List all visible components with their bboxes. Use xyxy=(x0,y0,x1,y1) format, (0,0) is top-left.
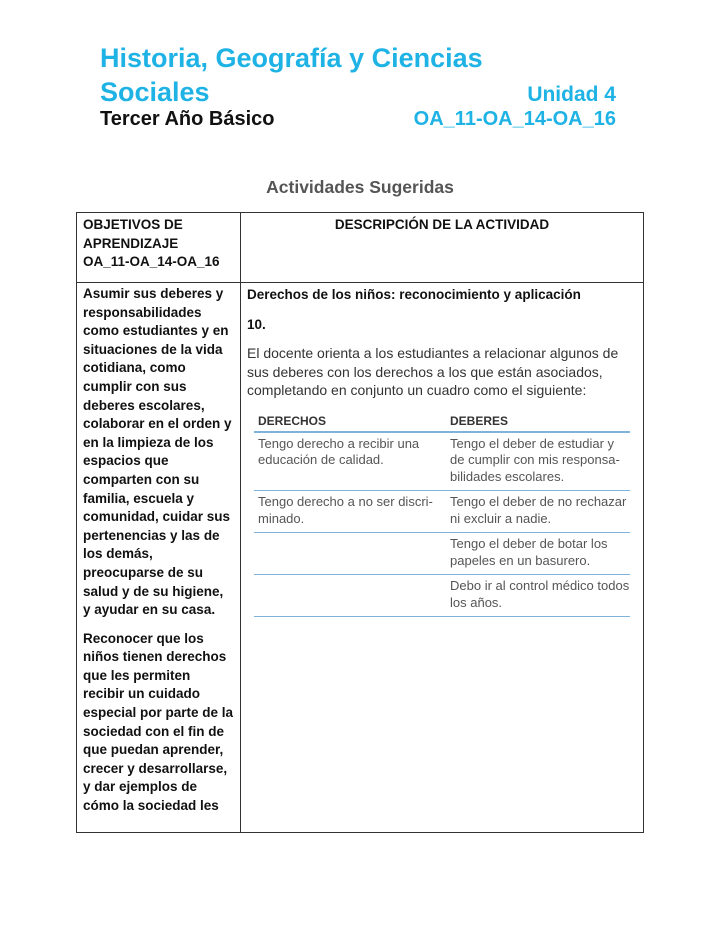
activity-description: El docente orienta a los estudiantes a relacionar algunos de sus deberes con los derechos a los que están asociados, completando en conjunto un cuadro como el siguiente: xyxy=(247,345,619,398)
table-body-row xyxy=(77,283,644,833)
duty-cell: Tengo el deber de no rechazar ni excluir a nadie. xyxy=(450,494,627,526)
objectives-cell xyxy=(77,283,241,833)
right-cell: Tengo derecho a recibir una educación de calidad. xyxy=(258,435,420,467)
grade-label: Tercer Año Básico xyxy=(100,108,275,130)
rights-duties-header xyxy=(254,414,630,433)
section-title: Actividades Sugeridas xyxy=(266,177,454,197)
duty-cell: Tengo el deber de botar los papeles en un basurero. xyxy=(450,536,608,568)
unit-label: Unidad 4 xyxy=(527,83,616,106)
right-cell xyxy=(254,578,442,611)
right-cell: Tengo derecho a no ser discri-minado. xyxy=(258,494,433,526)
table-row xyxy=(254,575,630,617)
header-row-2 xyxy=(100,76,616,108)
description-header: DESCRIPCIÓN DE LA ACTIVIDAD xyxy=(334,217,550,232)
oa-code: OA_11-OA_14-OA_16 xyxy=(413,108,616,130)
objectives-header-line1: OBJETIVOS DE xyxy=(83,217,183,232)
duty-cell: Debo ir al control médico todos los años. xyxy=(450,578,630,610)
description-cell xyxy=(241,283,644,833)
subject-title-line2: Sociales xyxy=(100,77,210,107)
rights-duties-table xyxy=(254,414,630,618)
activity-number: 10. xyxy=(247,317,266,332)
objectives-header-cell xyxy=(77,213,241,283)
table-row xyxy=(254,433,630,492)
table-row xyxy=(254,533,630,575)
table-header-row xyxy=(77,213,644,283)
right-cell xyxy=(254,536,442,569)
rights-column-header: DERECHOS xyxy=(258,413,327,428)
subject-title-line1: Historia, Geografía y Ciencias xyxy=(100,43,483,73)
header-row-3 xyxy=(100,108,616,131)
activities-table xyxy=(76,212,644,833)
table-row xyxy=(254,491,630,533)
duty-cell: Tengo el deber de estudiar y de cumplir con mis responsa-bilidades escolares. xyxy=(450,435,620,484)
duties-column-header: DEBERES xyxy=(450,413,509,428)
description-header-cell xyxy=(241,213,644,283)
objective-text: Asumir sus deberes y responsabilidades como estudiantes y en situaciones de la vida cotidiana, como cumplir con sus deberes escolares, colaborar en el orden y en la limpieza de los espacios que comparten con su familia, escuela y comunidad, cuidar sus pertenencias y las de los demás, preocuparse de su salud y de su higiene, y ayudar en su casa. xyxy=(83,286,232,618)
objectives-header-line2: APRENDIZAJE xyxy=(83,235,179,251)
objectives-header-line3: OA_11-OA_14-OA_16 xyxy=(83,254,220,269)
activity-title: Derechos de los niños: reconocimiento y aplicación xyxy=(247,287,581,302)
objective-text: Reconocer que los niños tienen derechos que les permiten recibir un cuidado especial por parte de la sociedad con el fin de que puedan aprender, crecer y desarrollarse, y dar ejemplos de cómo la sociedad les xyxy=(83,630,234,814)
